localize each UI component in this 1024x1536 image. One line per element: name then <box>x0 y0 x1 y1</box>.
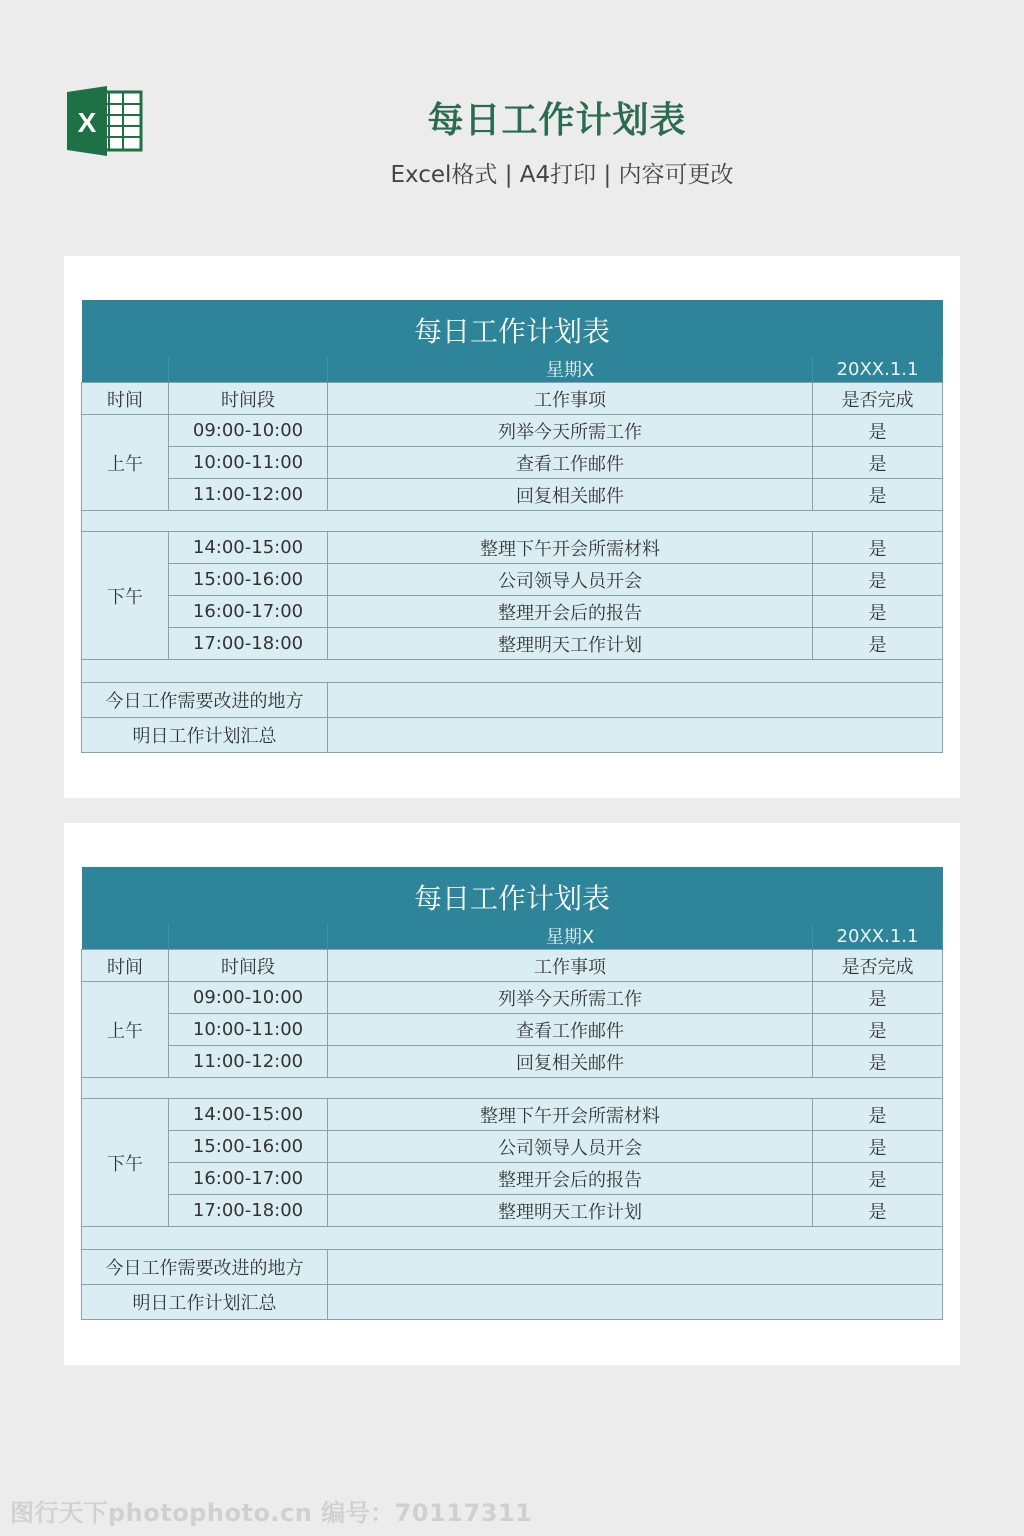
done-cell[interactable]: 是 <box>813 415 943 447</box>
slot-cell[interactable]: 15:00-16:00 <box>169 1131 328 1163</box>
task-cell[interactable]: 公司领导人员开会 <box>328 564 813 596</box>
improve-label: 今日工作需要改进的地方 <box>82 1250 328 1285</box>
period-cell-morning: 上午 <box>82 415 169 511</box>
slot-cell[interactable]: 11:00-12:00 <box>169 1046 328 1078</box>
done-cell[interactable]: 是 <box>813 1014 943 1046</box>
slot-cell[interactable]: 09:00-10:00 <box>169 982 328 1014</box>
done-cell[interactable]: 是 <box>813 1046 943 1078</box>
weekday-cell[interactable]: 星期X <box>328 356 813 383</box>
done-cell[interactable]: 是 <box>813 479 943 511</box>
plan-table <box>81 300 943 753</box>
column-header: 时间 <box>82 950 169 982</box>
sheet-title: 每日工作计划表 <box>82 300 943 356</box>
task-cell[interactable]: 回复相关邮件 <box>328 1046 813 1078</box>
column-header: 工作事项 <box>328 950 813 982</box>
column-header: 工作事项 <box>328 383 813 415</box>
slot-cell[interactable]: 15:00-16:00 <box>169 564 328 596</box>
task-cell[interactable]: 整理明天工作计划 <box>328 1195 813 1227</box>
summary-label: 明日工作计划汇总 <box>82 718 328 753</box>
info-blank <box>169 356 328 383</box>
sheet-card-2 <box>64 823 960 1365</box>
date-cell[interactable]: 20XX.1.1 <box>813 356 943 383</box>
slot-cell[interactable]: 10:00-11:00 <box>169 447 328 479</box>
done-cell[interactable]: 是 <box>813 982 943 1014</box>
summary-label: 明日工作计划汇总 <box>82 1285 328 1320</box>
logo-letter: X <box>77 107 97 138</box>
column-header: 时间段 <box>169 950 328 982</box>
done-cell[interactable]: 是 <box>813 596 943 628</box>
task-cell[interactable]: 查看工作邮件 <box>328 447 813 479</box>
task-cell[interactable]: 公司领导人员开会 <box>328 1131 813 1163</box>
weekday-cell[interactable]: 星期X <box>328 923 813 950</box>
task-cell[interactable]: 整理开会后的报告 <box>328 1163 813 1195</box>
slot-cell[interactable]: 16:00-17:00 <box>169 1163 328 1195</box>
page-title: 每日工作计划表 <box>427 100 687 141</box>
task-cell[interactable]: 整理下午开会所需材料 <box>328 532 813 564</box>
task-cell[interactable]: 列举今天所需工作 <box>328 982 813 1014</box>
column-header: 是否完成 <box>813 950 943 982</box>
info-blank <box>82 923 169 950</box>
column-header: 时间段 <box>169 383 328 415</box>
sheet-title: 每日工作计划表 <box>82 867 943 923</box>
spacer-row <box>82 1078 943 1099</box>
done-cell[interactable]: 是 <box>813 1163 943 1195</box>
spacer-row <box>82 511 943 532</box>
column-header: 是否完成 <box>813 383 943 415</box>
improve-value-cell[interactable] <box>328 683 943 718</box>
slot-cell[interactable]: 17:00-18:00 <box>169 1195 328 1227</box>
slot-cell[interactable]: 10:00-11:00 <box>169 1014 328 1046</box>
slot-cell[interactable]: 14:00-15:00 <box>169 1099 328 1131</box>
done-cell[interactable]: 是 <box>813 1195 943 1227</box>
period-cell-afternoon: 下午 <box>82 1099 169 1227</box>
task-cell[interactable]: 列举今天所需工作 <box>328 415 813 447</box>
sheet-card-1 <box>64 256 960 798</box>
slot-cell[interactable]: 16:00-17:00 <box>169 596 328 628</box>
task-cell[interactable]: 回复相关邮件 <box>328 479 813 511</box>
task-cell[interactable]: 整理下午开会所需材料 <box>328 1099 813 1131</box>
slot-cell[interactable]: 11:00-12:00 <box>169 479 328 511</box>
plan-table <box>81 867 943 1320</box>
improve-label: 今日工作需要改进的地方 <box>82 683 328 718</box>
done-cell[interactable]: 是 <box>813 628 943 660</box>
task-cell[interactable]: 整理开会后的报告 <box>328 596 813 628</box>
info-blank <box>169 923 328 950</box>
period-cell-afternoon: 下午 <box>82 532 169 660</box>
slot-cell[interactable]: 17:00-18:00 <box>169 628 328 660</box>
done-cell[interactable]: 是 <box>813 564 943 596</box>
done-cell[interactable]: 是 <box>813 447 943 479</box>
watermark: 图行天下photophoto.cn 编号：70117311 <box>10 1499 533 1527</box>
column-header: 时间 <box>82 383 169 415</box>
slot-cell[interactable]: 14:00-15:00 <box>169 532 328 564</box>
page-subtitle: Excel格式 | A4打印 | 内容可更改 <box>390 162 734 188</box>
spacer-row <box>82 660 943 683</box>
improve-value-cell[interactable] <box>328 1250 943 1285</box>
spacer-row <box>82 1227 943 1250</box>
summary-value-cell[interactable] <box>328 718 943 753</box>
slot-cell[interactable]: 09:00-10:00 <box>169 415 328 447</box>
done-cell[interactable]: 是 <box>813 1099 943 1131</box>
info-blank <box>82 356 169 383</box>
period-cell-morning: 上午 <box>82 982 169 1078</box>
date-cell[interactable]: 20XX.1.1 <box>813 923 943 950</box>
done-cell[interactable]: 是 <box>813 1131 943 1163</box>
done-cell[interactable]: 是 <box>813 532 943 564</box>
summary-value-cell[interactable] <box>328 1285 943 1320</box>
task-cell[interactable]: 整理明天工作计划 <box>328 628 813 660</box>
task-cell[interactable]: 查看工作邮件 <box>328 1014 813 1046</box>
